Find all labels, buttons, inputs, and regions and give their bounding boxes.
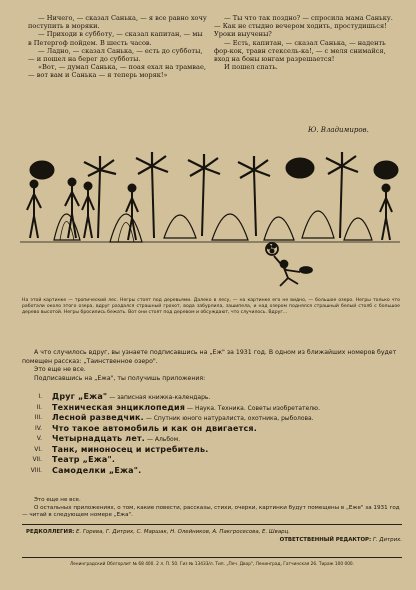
- supplement-number: III.: [34, 414, 42, 421]
- supplement-title: [52, 445, 208, 454]
- supplement-title-text: Театр „Ежа".: [52, 455, 116, 464]
- supplement-number: II.: [36, 403, 42, 411]
- supplement-title: [52, 413, 314, 422]
- story-paragraph: — Ты что так поздно? — спросила мама Саньку. — Как не стыдно вечером ходить, простудишься! Уроки выучены?: [214, 14, 393, 39]
- supplement-title: [52, 466, 141, 475]
- tropical-forest-illustration: [14, 148, 406, 288]
- divider-top: [22, 524, 402, 525]
- supplement-description: — Наука. Техника. Советы изобретателю.: [185, 404, 320, 412]
- divider-bottom: [22, 557, 402, 558]
- announcement-paragraph: Это еще не все.: [34, 366, 86, 374]
- supplement-title-text: Самоделки „Ежа".: [52, 465, 142, 475]
- story-column-left: [28, 14, 208, 80]
- editorial-credits: [26, 528, 402, 545]
- supplement-item: [22, 424, 402, 435]
- supplements-list: [22, 392, 402, 476]
- supplement-number: I.: [38, 393, 42, 400]
- supplement-item: [22, 466, 402, 477]
- supplement-description: — записная книжка-календарь.: [107, 394, 211, 401]
- editorial-board-line: [26, 528, 402, 536]
- supplement-item: [22, 392, 402, 403]
- supplement-title-text: Лесной разведчик.: [52, 413, 144, 422]
- author-signature: Ю. Владимиров.: [308, 126, 369, 134]
- supplement-title: [52, 403, 320, 412]
- closing-text: [22, 497, 402, 520]
- supplement-title: [52, 392, 210, 401]
- supplement-description: — Альбом.: [145, 436, 181, 443]
- supplement-title-text: Друг „Ежа": [52, 392, 108, 401]
- supplement-item: [22, 434, 402, 445]
- subscription-announcement: [22, 349, 402, 384]
- supplement-title: [52, 455, 115, 464]
- supplement-title: [52, 424, 257, 433]
- supplement-number: IV.: [34, 424, 42, 432]
- story-paragraph: — Ладно, — сказал Санька, — есть до субботы, — и пошел на берег до субботы.: [28, 46, 203, 64]
- editor-label: ОТВЕТСТВЕННЫЙ РЕДАКТОР:: [279, 537, 372, 544]
- supplement-item: [22, 455, 402, 466]
- story-column-right: [214, 14, 394, 71]
- supplement-item: [22, 403, 402, 414]
- supplement-title-text: Танк, миноносец и истребитель.: [52, 444, 209, 454]
- announcement-paragraph: Подписавшись на „Ежа", ты получишь приложения:: [34, 375, 206, 383]
- story-paragraph: И пошел спать.: [224, 63, 278, 72]
- illustration-caption: На этой картинке — тропический лес. Негры стоят под деревьями. Далеко в лесу, — на картинке его не видно, — большое озеро. Негры только что работали около этого озера, вдруг раздался страшный грохот, вода забурлила, зашипела, и над озером поднялся страшный белый столб с большое дерево высотой. Негры бросились бежать. Вот они стоят под деревом и обсуждают, что случилось. Вдруг…: [22, 298, 400, 316]
- supplement-number: VI.: [34, 445, 42, 453]
- story-paragraph: «Вот, — думал Санька, — поая ехал на трамвае, — вот вам и Санька — я теперь моряк!»: [28, 63, 206, 80]
- supplement-number: V.: [36, 435, 42, 442]
- print-imprint: Ленинградский Облгорлит № 68 400. 2 л. П. 50. Гиз № 13433/л. Тип. „Печ. Двор", Ленинград, Гатчинская 26. Тираж 100 000.: [69, 562, 355, 567]
- board-label: РЕДКОЛЛЕГИЯ:: [26, 529, 75, 535]
- editor-name: Г. Дитрих.: [372, 537, 402, 544]
- announcement-paragraph: А что случилось вдруг, вы узнаете подписавшись на „Еж" за 1931 год. В одном из ближайших номеров будет помещен рассказ: „Таинственное озеро".: [22, 349, 397, 365]
- story-paragraph: — Приходи в субботу, — сказал капитан, — мы в Петергоф пойдем. В шесть часов.: [28, 30, 203, 47]
- story-paragraph: — Есть, капитан, — сказал Санька, — наденть фор-кок, травн стексель-ка!, — с меля снимайся, вход на боны юнгам разрешается!: [214, 38, 386, 64]
- supplement-title-text: Четырнадцать лет.: [52, 434, 146, 443]
- supplement-item: [22, 445, 402, 456]
- supplement-number: VII.: [32, 456, 42, 463]
- supplement-title: [52, 434, 180, 443]
- closing-paragraph: О остальных приложениях, о том, какие повести, рассказы, стихи, очерки, картинки будут помещены в „Еже" за 1931 год — читай в следующем номере „Ежа".: [22, 504, 400, 519]
- closing-paragraph: Это еще не все.: [34, 497, 81, 503]
- supplement-number: VIII.: [30, 466, 42, 474]
- supplement-title-text: Техническая энциклопедия: [52, 402, 186, 412]
- supplement-description: — Спутник юного натуралиста, охотника, рыболова.: [143, 415, 314, 422]
- supplement-item: [22, 413, 402, 424]
- editor-line: [26, 536, 402, 544]
- story-paragraph: — Ничего, — сказал Санька, — я все равно хочу поступить в моряки.: [28, 14, 207, 31]
- board-names: Е. Горева, Г. Дитрих, С. Маршак, Н. Олейников, А. Пакгросесова, Е. Шварц.: [76, 529, 290, 535]
- supplement-title-text: Что такое автомобиль и как он двигается.: [52, 423, 258, 433]
